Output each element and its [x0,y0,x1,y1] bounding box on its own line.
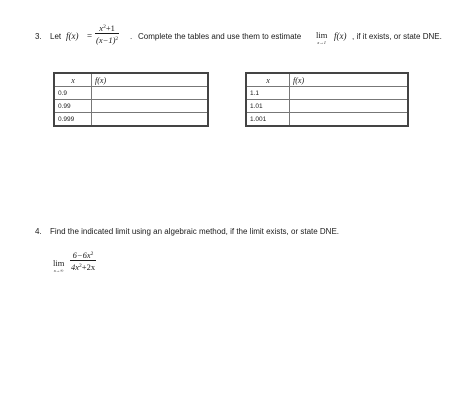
fx-answer-cell[interactable] [92,100,209,113]
table-right [245,72,409,127]
column-header-x: x [246,73,290,87]
function-name: f(x) [66,31,79,41]
limit-subscript: x→1 [317,39,327,45]
fx-answer-cell[interactable] [92,87,209,100]
function-fraction [95,22,119,45]
denominator-exponent: 2 [115,36,119,42]
x-value-cell: 1.001 [246,113,290,127]
column-header-fx: f(x) [290,73,409,87]
x-value-cell: 0.99 [54,100,92,113]
denominator-exponent: 2 [79,263,82,269]
column-header-fx: f(x) [92,73,209,87]
table-header-row [54,73,208,87]
table-row [246,100,408,113]
denominator-base: 4x [71,262,80,272]
fx-answer-cell[interactable] [290,100,409,113]
problem-4-instruction: Find the indicated limit using an algebraic method, if the limit exists, or state DNE. [50,227,340,236]
fx-answer-cell[interactable] [290,113,409,127]
x-value-cell: 1.1 [246,87,290,100]
table-row [54,100,208,113]
table-row [246,113,408,127]
denominator-base: (x−1) [96,35,116,45]
problem-4-number: 4. [35,227,42,236]
fx-answer-cell[interactable] [92,113,209,127]
numerator-rest: +1 [105,23,115,33]
column-header-x: x [54,73,92,87]
numerator-exponent: 2 [90,251,94,257]
denominator-rest: +2x [81,262,96,272]
problem-4-limit-notation [53,257,64,275]
table-header-row [246,73,408,87]
fx-answer-cell[interactable] [290,87,409,100]
problem-3-let: Let [50,32,62,41]
table-row [54,113,208,127]
limit-word: lim [53,257,65,268]
limit-expression: f(x) [334,31,347,41]
limit-notation [316,29,327,47]
problem-3-instruction: Complete the tables and use them to estimate [138,32,302,41]
x-value-cell: 0.9 [54,87,92,100]
numerator-exponent: 2 [103,24,106,30]
x-value-cell: 0.999 [54,113,92,127]
table-row [54,87,208,100]
equals-sign: = [87,31,93,41]
problem-3-number: 3. [35,32,42,41]
numerator-base: x [99,23,104,33]
problem-3-tail: , if it exists, or state DNE. [352,32,442,41]
numerator-base: 6−6x [72,250,91,260]
limit-word: lim [316,29,328,40]
table-left [53,72,209,127]
table-row [246,87,408,100]
x-value-cell: 1.01 [246,100,290,113]
problem-4-fraction [70,249,96,272]
problem-3-period: . [130,32,133,41]
limit-subscript: x→∞ [53,267,64,273]
